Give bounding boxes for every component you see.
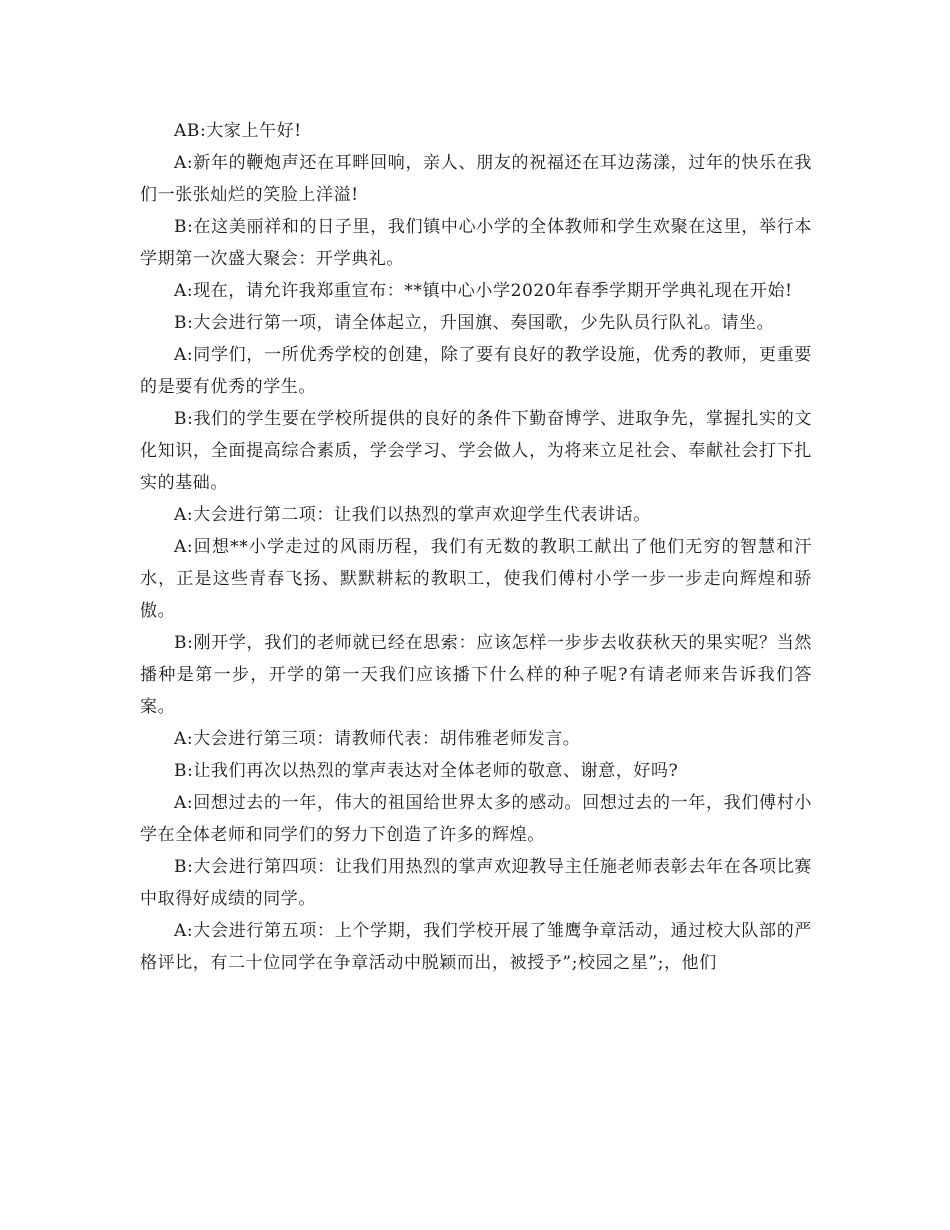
paragraph-teachers-thinking: B:刚开学，我们的老师就已经在思索：应该怎样一步步去收获秋天的果实呢？当然播种是第一步，开学的第一天我们应该播下什么样的种子呢?有请老师来告诉我们答案。 [140, 633, 812, 717]
paragraph-item-one: B:大会进行第一项，请全体起立，升国旗、奏国歌，少先队员行队礼。请坐。 [174, 313, 775, 333]
paragraph-item-three: A:大会进行第三项：请教师代表：胡伟雅老师发言。 [174, 729, 581, 749]
paragraph-excellent-school: A:同学们，一所优秀学校的创建，除了要有良好的教学设施，优秀的教师，更重要的是要有优秀的学生。 [140, 345, 812, 397]
paragraph-history: A:回想**小学走过的风雨历程，我们有无数的教职工献出了他们无穷的智慧和汗水，正是这些青春飞扬、默默耕耘的教职工，使我们傅村小学一步一步走向辉煌和骄傲。 [140, 537, 812, 621]
document-page [140, 115, 812, 979]
paragraph-opening-announcement: A:现在，请允许我郑重宣布：**镇中心小学2020年春季学期开学典礼现在开始! [174, 281, 793, 301]
paragraph-item-five: A:大会进行第五项：上个学期，我们学校开展了雏鹰争章活动，通过校大队部的严格评比，有二十位同学在争章活动中脱颖而出，被授予”;校园之星”;，他们 [140, 921, 812, 973]
paragraph-students: B:我们的学生要在学校所提供的良好的条件下勤奋博学、进取争先，掌握扎实的文化知识，全面提高综合素质，学会学习、学会做人，为将来立足社会、奉献社会打下扎实的基础。 [140, 409, 812, 493]
paragraph-item-two: A:大会进行第二项：让我们以热烈的掌声欢迎学生代表讲话。 [174, 505, 651, 525]
paragraph-item-four: B:大会进行第四项：让我们用热烈的掌声欢迎教导主任施老师表彰去年在各项比赛中取得好成绩的同学。 [140, 857, 812, 909]
paragraph-new-year: A:新年的鞭炮声还在耳畔回响，亲人、朋友的祝福还在耳边荡漾，过年的快乐在我们一张张灿烂的笑脸上洋溢! [140, 153, 812, 205]
paragraph-applause: B:让我们再次以热烈的掌声表达对全体老师的敬意、谢意，好吗? [174, 761, 679, 781]
paragraph-gathering: B:在这美丽祥和的日子里，我们镇中心小学的全体教师和学生欢聚在这里，举行本学期第一次盛大聚会：开学典礼。 [140, 217, 812, 269]
paragraph-greeting: AB:大家上午好! [174, 121, 302, 141]
paragraph-past-year: A:回想过去的一年，伟大的祖国给世界太多的感动。回想过去的一年，我们傅村小学在全体老师和同学们的努力下创造了许多的辉煌。 [140, 793, 812, 845]
